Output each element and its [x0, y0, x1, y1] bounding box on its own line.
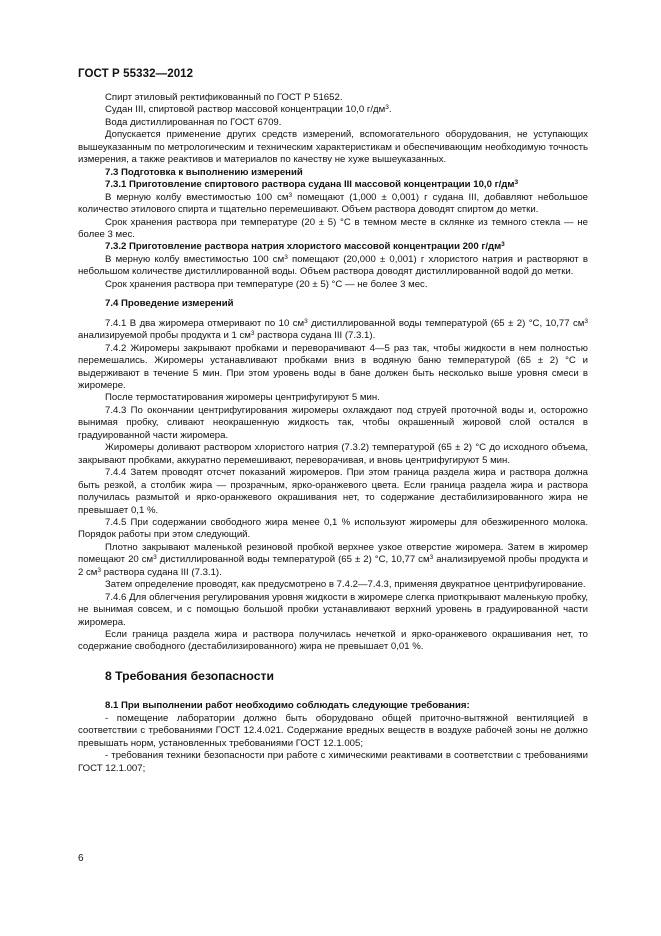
- page-number: 6: [78, 853, 84, 864]
- paragraph: Спирт этиловый ректификованный по ГОСТ Р 51652.: [105, 92, 343, 103]
- section-heading: 7.3.2 Приготовление раствора натрия хлористого массовой концентрации 200 $г/дм^3$: [105, 241, 505, 253]
- paragraph: Затем определение проводят, как предусмотрено в 7.4.2—7.4.3, применяя двукратное центрифугирование.: [105, 579, 586, 591]
- paragraph: В мерную колбу вместимостью 100 $см^3$ помещают (20,000 ± 0,001) г хлористого натрия и растворяют в небольшом количестве дистиллированной воды. Объем раствора доводят дистиллированной водой до метки.: [78, 253, 588, 278]
- section-heading: 7.4 Проведение измерений: [105, 298, 234, 310]
- paragraph: 7.4.4 Затем проводят отсчет показаний жиромеров. При этом граница раздела жира и раствора должна быть резкой, а столбик жира — прозрачным, ярко-оранжевого цвета. Если граница раздела жира и раствора получилась размытой и ярко-оранжевого окрашивания нет, то содержание дестабилизированного жира не превышает 0,1 %.: [78, 467, 588, 516]
- section-heading: 8 Требования безопасности: [105, 668, 274, 683]
- paragraph: 7.4.3 По окончании центрифугирования жиромеры охлаждают под струей проточной воды и, осторожно вынимая пробку, сливают неокрашенную жидкость так, чтобы окрашенный жировой слой остался в градуированной части жиромера.: [78, 404, 588, 441]
- paragraph: Вода дистиллированная по ГОСТ 6709.: [105, 116, 282, 128]
- document-body: [78, 92, 588, 775]
- paragraph: Плотно закрывают маленькой резиновой пробкой верхнее узкое отверстие жиромера. Затем в жиромер помещают 20 $см^3$ дистиллированной воды температурой (65 ± 2) °С, 10,77 $см^3$ анализируемой пробы продукта и 2 $см^3$ раствора судана III (7.3.1).: [78, 541, 588, 578]
- paragraph: 7.4.5 При содержании свободного жира менее 0,1 % используют жиромеры для обезжиренного молока. Порядок работы при этом следующий.: [78, 516, 588, 541]
- paragraph: Жиромеры доливают раствором хлористого натрия (7.3.2) температурой (65 ± 2) °С до исходного объема, закрывают пробками, аккуратно перемешивают, переворачивая, и вновь центрифугируют 5 мин.: [78, 442, 588, 466]
- section-heading: 8.1 При выполнении работ необходимо соблюдать следующие требования:: [105, 700, 470, 712]
- paragraph: 7.4.1 В два жиромера отмеривают по 10 $см^3$ дистиллированной воды температурой (65 ± 2) °С, 10,77 $см^3$ анализируемой пробы продукта и 1 $см^3$ раствора судана III (7.3.1).: [78, 317, 588, 342]
- paragraph: Допускается применение других средств измерений, вспомогательного оборудования, не уступающих вышеуказанным по метрологическим и техническим характеристикам и обеспечивающим необходимую точность измерения, а также реактивов и материалов по качеству не хуже вышеуказанных.: [78, 129, 588, 166]
- paragraph: - требования техники безопасности при работе с химическими реактивами в соответствии с требованиями ГОСТ 12.1.007;: [78, 750, 588, 774]
- section-heading: 7.3.1 Приготовление спиртового раствора судана III массовой концентрации 10,0 $г/дм^3$: [105, 179, 519, 191]
- standard-header: ГОСТ Р 55332—2012: [78, 68, 194, 80]
- paragraph: Срок хранения раствора при температуре (20 ± 5) °С в темном месте в склянке из темного стекла — не более 3 мес.: [78, 216, 588, 240]
- paragraph: Срок хранения раствора при температуре (20 ± 5) °С — не более 3 мес.: [105, 278, 428, 290]
- paragraph: 7.4.2 Жиромеры закрывают пробками и переворачивают 4—5 раз так, чтобы жидкости в нем полностью перемешались. Жиромеры устанавливают пробками вниз в водяную баню температурой (65 ± 2) °С и выдерживают в течение 5 мин. При этом уровень воды в бане должен быть несколько выше уровня смеси в жиромере.: [78, 342, 588, 391]
- paragraph: Если граница раздела жира и раствора получилась нечеткой и ярко-оранжевого окрашивания нет, то содержание свободного (дестабилизированного) жира не превышает 0,01 %.: [78, 629, 588, 653]
- paragraph: В мерную колбу вместимостью 100 $см^3$ помещают (1,000 ± 0,001) г судана III, добавляют небольшое количество этилового спирта и тщательно перемешивают. Объем раствора доводят спиртом до метки.: [78, 191, 589, 216]
- paragraph: Судан III, спиртовой раствор массовой концентрации 10,0 $г/дм^3$.: [105, 104, 392, 116]
- paragraph: - помещение лаборатории должно быть оборудовано общей приточно-вытяжной вентиляцией в соответствии с требованиями ГОСТ 12.4.021. Содержание вредных веществ в воздухе рабочей зоны не должно превышать норм, установленных требованиями ГОСТ 12.1.005;: [78, 712, 588, 749]
- paragraph: После термостатирования жиромеры центрифугируют 5 мин.: [105, 392, 380, 404]
- section-heading: 7.3 Подготовка к выполнению измерений: [105, 166, 303, 178]
- paragraph: 7.4.6 Для облегчения регулирования уровня жидкости в жиромере слегка приоткрывают маленькую пробку, не вынимая совсем, и с помощью большой пробки устанавливают верхний уровень в градуированной части жиромера.: [78, 591, 588, 628]
